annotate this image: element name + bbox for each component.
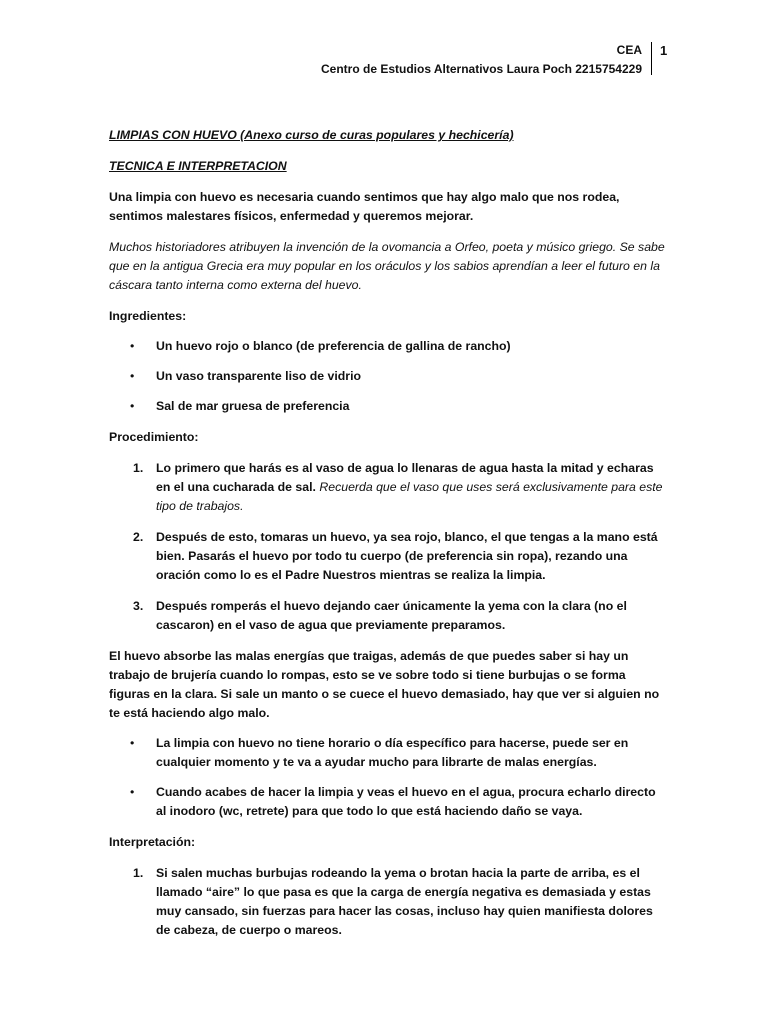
header-short-name: CEA [616,43,642,57]
absorb-paragraph: El huevo absorbe las malas energías que traigas, además de que puedes saber si hay un trabajo de brujería cuando lo rompas, esto se ve sobre todo si tiene burbujas o se forma figuras en la clara. Si sale un manto o se cuece el huevo demasiado, hay que ver si alguien no te está haciendo algo malo. [109,649,660,720]
list-item [109,864,665,940]
bullet-icon: • [130,339,135,353]
list-item [109,397,665,416]
intro-paragraph: Una limpia con huevo es necesaria cuando sentimos que hay algo malo que nos rodea, sentimos malestares físicos, enfermedad y queremos mejorar. [109,190,620,223]
tips-list [109,734,665,821]
step-text: Después de esto, tomaras un huevo, ya sea rojo, blanco, el que tengas a la mano está bien. Pasarás el huevo por todo tu cuerpo (de preferencia sin ropa), rezando una oración como lo es el Padre Nuestros mientras se realiza la limpia. [156,530,658,582]
list-item [109,528,665,585]
history-paragraph: Muchos historiadores atribuyen la invención de la ovomancia a Orfeo, poeta y músico griego. Se sabe que en la antigua Grecia era muy popular en los oráculos y los sabios aprendían a leer el futuro en la cáscara tanto interna como externa del huevo. [109,240,665,292]
ingredient-text: Un huevo rojo o blanco (de preferencia de gallina de rancho) [156,339,511,353]
header-organization: Centro de Estudios Alternativos Laura Poch 2215754229 [320,62,642,76]
list-item [109,597,665,635]
list-item [109,367,665,386]
step-number: 2. [133,530,144,544]
bullet-icon: • [130,736,135,750]
list-item [109,337,665,356]
interpretation-heading: Interpretación: [109,835,196,849]
header-divider [651,42,652,75]
interpretation-text: , es el llamado “aire” lo que pasa es que la carga de energía negativa es demasiada y estas muy cansado, sin fuerzas para hacer las cosas, incluso hay quien manifiesta dolores de cabeza, de cuerpo o mareos. [156,866,653,937]
bullet-icon: • [130,399,135,413]
bullet-icon: • [130,785,135,799]
bullet-icon: • [130,369,135,383]
document-body [109,126,665,940]
step-note: Recuerda que el vaso que uses será exclusivamente para este tipo de trabajos. [156,480,663,513]
interpretation-lead: Si salen muchas burbujas rodeando la yema o brotan hacia la parte de arriba [156,866,606,880]
page-number: 1 [660,43,668,58]
list-item [109,459,665,516]
list-item [109,734,665,772]
interpretation-list [109,864,665,940]
step-text: Lo primero que harás es al vaso de agua lo llenaras de agua hasta la mitad y echaras en el una cucharada de sal. [156,461,654,494]
step-number: 3. [133,599,144,613]
ingredients-list [109,337,665,416]
procedure-heading: Procedimiento: [109,430,199,444]
ingredient-text: Sal de mar gruesa de preferencia [156,399,350,413]
ingredient-text: Un vaso transparente liso de vidrio [156,369,362,383]
item-number: 1. [133,866,144,880]
tip-text: Cuando acabes de hacer la limpia y veas el huevo en el agua, procura echarlo directo al inodoro (wc, retrete) para que todo lo que está haciendo daño se vaya. [156,785,656,818]
tip-text: La limpia con huevo no tiene horario o día específico para hacerse, puede ser en cualquier momento y te va a ayudar mucho para librarte de malas energías. [156,736,629,769]
procedure-list [109,459,665,635]
step-text: Después romperás el huevo dejando caer únicamente la yema con la clara (no el cascaron) en el vaso de agua que previamente preparamos. [156,599,627,632]
step-number: 1. [133,461,144,475]
ingredients-heading: Ingredientes: [109,309,187,323]
document-subtitle: TECNICA E INTERPRETACION [109,159,287,173]
document-title: LIMPIAS CON HUEVO (Anexo curso de curas populares y hechicería) [109,128,514,142]
list-item [109,783,665,821]
